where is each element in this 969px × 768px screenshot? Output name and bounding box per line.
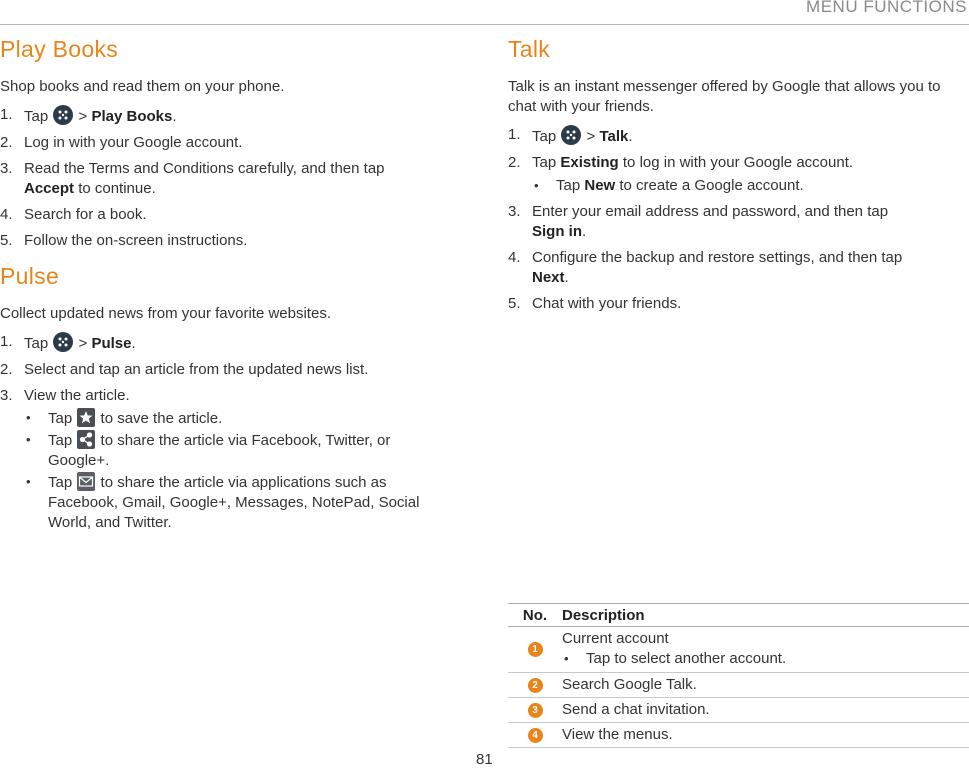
- play-books-steps: [0, 105, 440, 251]
- list-item: 1. Tap > Play Books.: [0, 106, 177, 125]
- column-header-no: No.: [508, 604, 562, 627]
- pulse-steps: [0, 332, 440, 533]
- talk-steps: [508, 125, 966, 314]
- mail-icon: [77, 472, 95, 491]
- callout-badge: 2: [528, 678, 543, 693]
- section-title-talk: Talk: [508, 36, 551, 62]
- right-column: [508, 36, 966, 320]
- column-header-description: Description: [562, 604, 969, 627]
- play-books-section: [0, 36, 440, 251]
- list-item: 1. Tap > Pulse.: [0, 333, 136, 352]
- callout-badge: 1: [528, 642, 543, 657]
- table-row: 1 Current account • Tap to select another account.: [508, 627, 969, 673]
- list-item: • Tap to save the article.: [26, 410, 223, 427]
- list-item: 5. Chat with your friends.: [508, 295, 682, 312]
- list-item: 2. Select and tap an article from the updated news list.: [0, 361, 369, 378]
- list-item: • Tap New to create a Google account.: [534, 177, 804, 194]
- list-item: 2. Log in with your Google account.: [0, 134, 243, 151]
- pulse-section: [0, 263, 440, 533]
- list-item: 1. Tap > Talk.: [508, 126, 633, 145]
- section-title-play-books: Play Books: [0, 36, 119, 62]
- talk-description-table: [508, 603, 969, 748]
- apps-icon: [561, 125, 581, 145]
- apps-icon: [53, 332, 73, 352]
- list-item: 3. Enter your email address and password, and then tap Sign in.: [508, 203, 889, 240]
- star-icon: [77, 408, 95, 427]
- apps-icon: [53, 105, 73, 125]
- list-item: 4. Search for a book.: [0, 206, 147, 223]
- callout-badge: 3: [528, 703, 543, 718]
- table-row: 4 View the menus.: [508, 723, 969, 748]
- list-item: 5. Follow the on-screen instructions.: [0, 232, 248, 249]
- list-item: 4. Configure the backup and restore settings, and then tap Next.: [508, 249, 903, 286]
- list-item: • Tap to share the article via Facebook, Twitter, or Google+.: [26, 432, 391, 469]
- left-column: [0, 36, 440, 539]
- list-item: • Tap to share the article via applications such as Facebook, Gmail, Google+, Messages, NotePad, Social World, and Twitter.: [26, 474, 420, 531]
- pulse-intro: Collect updated news from your favorite websites.: [0, 305, 331, 322]
- talk-step2-options: [532, 176, 966, 196]
- table-row: 3 Send a chat invitation.: [508, 698, 969, 723]
- list-item: 3. View the article. • Tap to save the article. • Tap to share the article via Facebook, Twitter, or Google+. • Tap to share the article via applications such as Facebook, Gmail, Google+, Messages, NotePad, Social World, and Twitter.: [0, 386, 440, 533]
- list-item: 3. Read the Terms and Conditions carefully, and then tap Accept to continue.: [0, 160, 385, 197]
- play-books-intro: Shop books and read them on your phone.: [0, 78, 285, 95]
- share-icon: [77, 430, 95, 449]
- table-row: 2 Search Google Talk.: [508, 673, 969, 698]
- list-item: 2. Tap Existing to log in with your Google account. • Tap New to create a Google account.: [508, 153, 966, 196]
- section-title-pulse: Pulse: [0, 263, 60, 289]
- talk-intro: Talk is an instant messenger offered by Google that allows you to chat with your friends.: [508, 78, 941, 115]
- callout-badge: 4: [528, 728, 543, 743]
- pulse-view-options: [0, 408, 440, 533]
- talk-section: [508, 36, 966, 314]
- header-divider: [0, 24, 969, 25]
- table-header-row: [508, 604, 969, 627]
- page-number: 81: [476, 751, 493, 768]
- running-header: MENU FUNCTIONS: [806, 0, 967, 16]
